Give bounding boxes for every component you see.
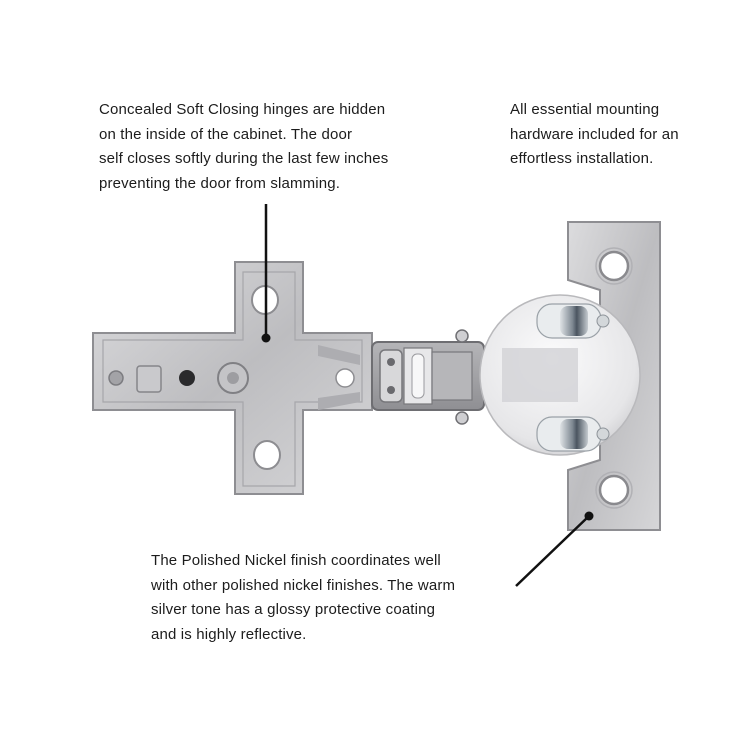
annotation-line: All essential mounting xyxy=(510,101,660,118)
annotation-polished-nickel xyxy=(151,549,455,647)
plate-slot-hole xyxy=(179,370,195,386)
annotation-concealed-hinges xyxy=(99,98,388,196)
door-plate-hole-bottom xyxy=(600,476,628,504)
annotation-line: and is highly reflective. xyxy=(151,625,307,643)
annotation-line: The Polished Nickel finish coordinates well xyxy=(151,552,441,569)
annotation-line: with other polished nickel finishes. The warm xyxy=(151,576,456,594)
hinge-cup xyxy=(480,295,640,455)
mounting-plate xyxy=(93,262,372,494)
door-plate-hole-top xyxy=(600,252,628,280)
hinge-arm xyxy=(372,330,484,424)
annotation-line: effortless installation. xyxy=(510,150,654,167)
annotation-line: Concealed Soft Closing hinges are hidden xyxy=(99,101,386,118)
annotation-line: on the inside of the cabinet. The door xyxy=(99,125,353,143)
annotation-mounting-hardware xyxy=(510,98,679,172)
pointer-finish xyxy=(516,512,594,587)
annotation-line: silver tone has a glossy protective coating xyxy=(151,601,436,618)
annotation-line: preventing the door from slamming. xyxy=(99,174,341,192)
cup-damper-window xyxy=(502,348,578,402)
plate-screw-hole-bottom xyxy=(254,441,280,469)
annotation-line: hardware included for an xyxy=(510,125,679,143)
annotation-line: self closes softly during the last few inches xyxy=(99,150,389,167)
